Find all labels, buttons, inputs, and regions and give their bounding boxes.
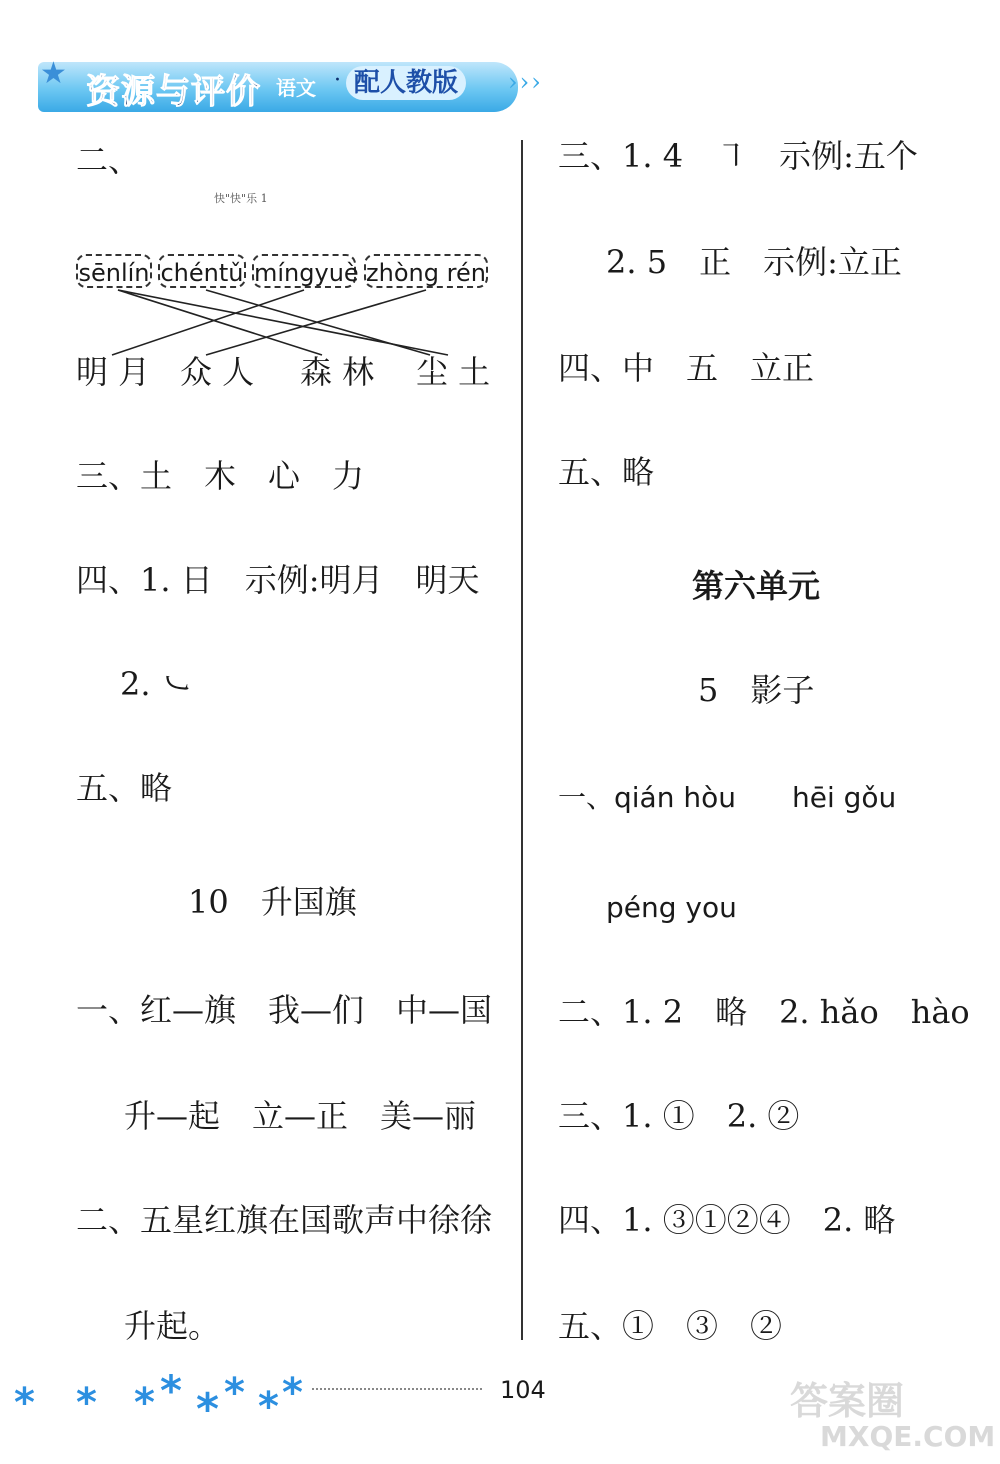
unit-title: 第六单元	[692, 567, 821, 605]
section-4-answer-1: 四、1. 日 示例:明月 明天	[76, 561, 480, 599]
right-answer-1-line-1: 一、qián hòu hēi gǒu	[558, 781, 897, 814]
right-section-3-answer-2: 2. 5 正 示例:立正	[606, 243, 902, 281]
chevron-right-icon: ›››	[508, 68, 543, 96]
header-subject: 语文	[276, 76, 316, 100]
right-section-3-answer-1: 三、1. 4 ㇕ 示例:五个	[558, 137, 918, 175]
star-icon: *	[76, 1380, 97, 1426]
watermark: 答案圈	[790, 1379, 905, 1423]
section-3-answer: 三、土 木 心 力	[76, 457, 365, 495]
lesson-title-left: 10 升国旗	[188, 883, 357, 921]
header-edition: 配人教版	[346, 66, 466, 100]
star-icon: *	[14, 1380, 35, 1426]
section-2-heading: 二、	[76, 141, 141, 179]
faint-note: 快"快"乐 1	[214, 192, 268, 205]
star-icon: *	[160, 1366, 182, 1415]
word-3: 森 林	[300, 353, 375, 391]
right-answer-3: 三、1. ① 2. ②	[558, 1097, 800, 1135]
page-number: 104	[500, 1376, 546, 1404]
right-section-4-answer: 四、中 五 立正	[558, 349, 815, 387]
word-2: 众 人	[180, 353, 255, 391]
header-title: 资源与评价	[86, 72, 261, 112]
header-dot: ·	[334, 68, 341, 93]
pinyin-box-3: míngyuè	[252, 254, 356, 288]
pinyin-box-1: sēnlín	[76, 254, 152, 288]
star-icon: *	[196, 1384, 220, 1435]
star-icon: *	[134, 1380, 155, 1426]
watermark-url: MXQE.COM	[820, 1420, 996, 1453]
section-4-answer-2: 2. ㇃	[120, 665, 193, 703]
pinyin-box-4: zhòng rén	[364, 254, 488, 288]
star-icon: *	[224, 1370, 245, 1416]
lesson-2-answer-1: 二、五星红旗在国歌声中徐徐	[76, 1201, 493, 1239]
word-1: 明 月	[76, 353, 151, 391]
right-answer-2: 二、1. 2 略 2. hǎo hào	[558, 993, 970, 1031]
match-line-4	[112, 290, 304, 355]
lesson-1-answer-1: 一、红—旗 我—们 中—国	[76, 991, 493, 1029]
right-section-5-answer: 五、略	[558, 453, 655, 491]
right-answer-1-line-2: péng you	[606, 891, 737, 924]
right-answer-5: 五、① ③ ②	[558, 1307, 783, 1345]
lesson-2-answer-2: 升起。	[124, 1307, 221, 1345]
section-5-answer: 五、略	[76, 769, 173, 807]
footer-dotted-line	[312, 1388, 482, 1390]
match-line-6	[118, 290, 322, 355]
pinyin-box-2: chéntǔ	[158, 254, 246, 288]
lesson-title-right: 5 影子	[698, 671, 815, 709]
word-4: 尘 土	[416, 353, 491, 391]
lesson-1-answer-2: 升—起 立—正 美—丽	[124, 1097, 477, 1135]
star-icon: *	[258, 1384, 279, 1430]
right-answer-4: 四、1. ③①②④ 2. 略	[558, 1201, 896, 1239]
star-icon: *	[282, 1370, 303, 1416]
star-icon: ★	[40, 56, 67, 91]
